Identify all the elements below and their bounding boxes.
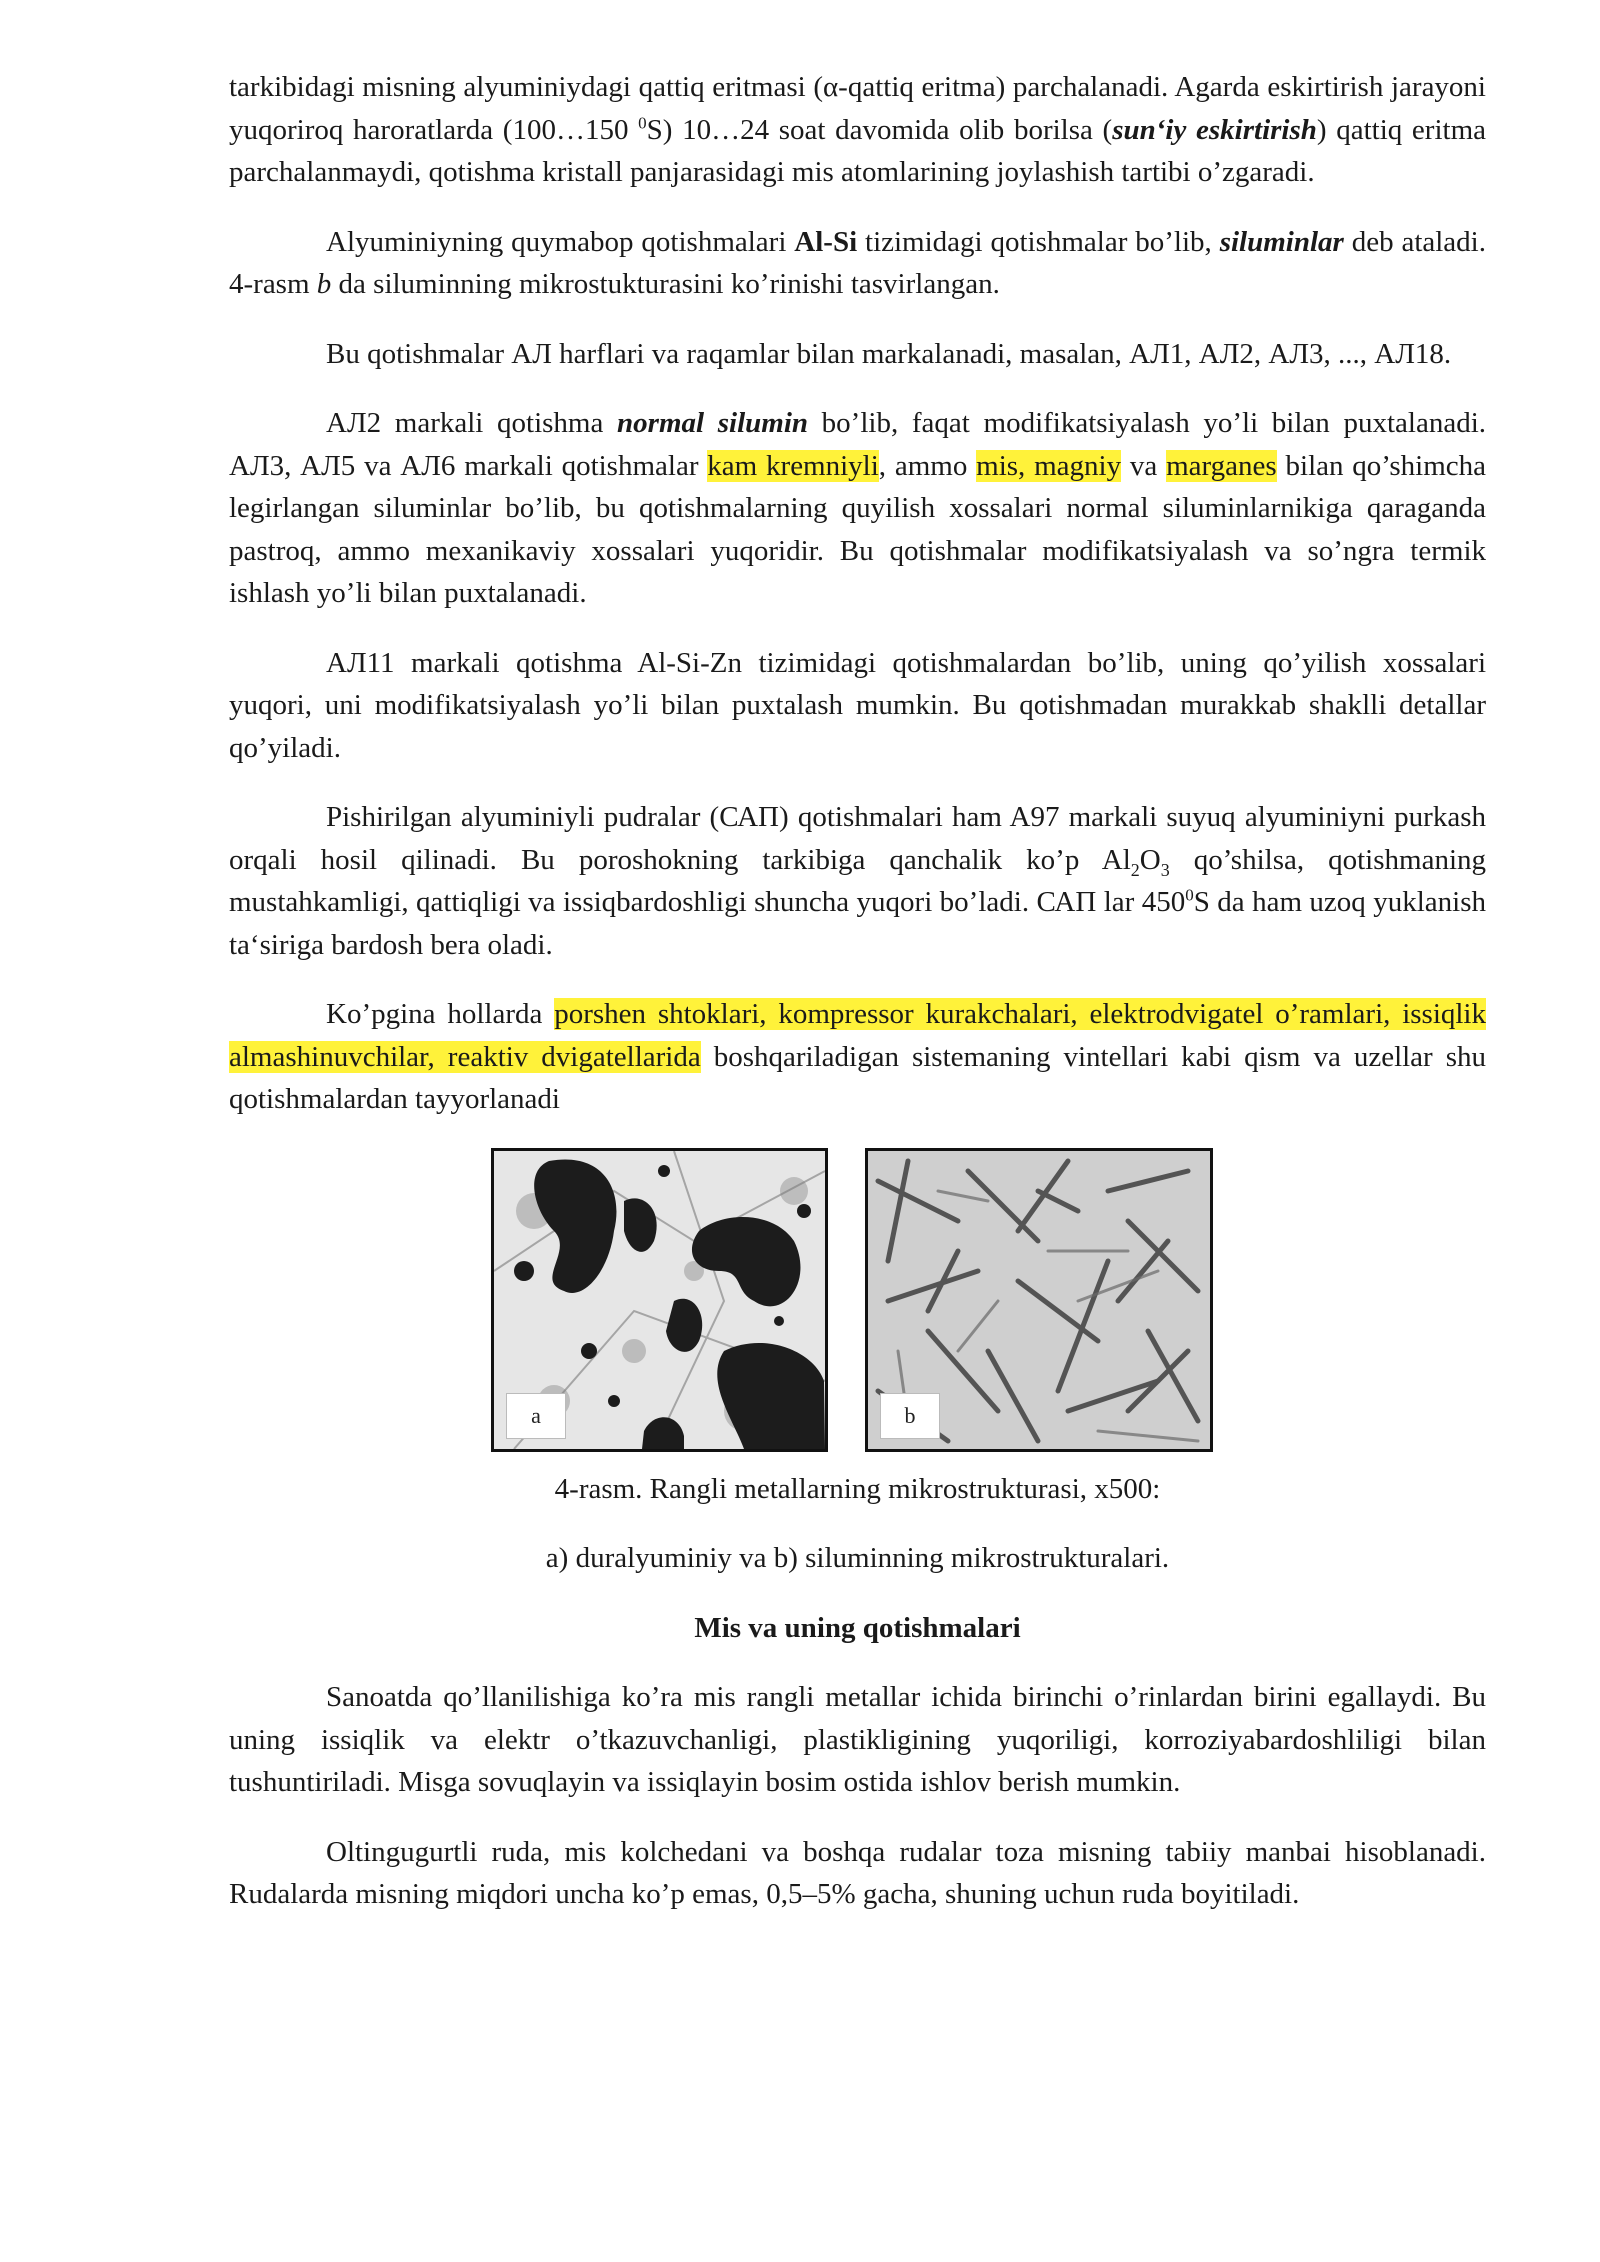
emphasis-term: normal silumin: [617, 407, 809, 439]
highlighted-text: kam kremniyli: [707, 449, 879, 482]
paragraph-7: [229, 993, 1486, 1121]
micrograph-a: [491, 1148, 828, 1452]
subscript: 3: [1160, 859, 1170, 880]
paragraph-4: [229, 402, 1486, 615]
text-run: Alyuminiyning quymabop qotishmalari: [326, 225, 795, 258]
highlighted-text: marganes: [1166, 449, 1277, 482]
text-run: boshqariladigan sistemaning vintellari kabi qism va uzellar shu qotishmalardan tayyorlanadi: [229, 1040, 1486, 1115]
figure-caption-line-2: a) duralyuminiy va b) siluminning mikrostrukturalari.: [545, 1542, 1170, 1574]
paragraph-5: АЛ11 markali qotishma Al-Si-Zn tizimidagi qotishmalardan bo’lib, uning qo’yilish xossalari yuqori, uni modifikatsiyalash yo’li bilan puxtalash mumkin. Bu qotishmadan murakkab shaklli detallar qo’yiladi.: [229, 646, 1486, 764]
text-run: tarkibidagi misning alyuminiydagi qattiq eritmasi (α-qattiq eritma) parchalanadi. Agarda eskirtirish jarayoni yuqoriroq haroratlarda (100…150: [229, 71, 1486, 146]
text-run: deb ataladi. 4-rasm: [229, 225, 1486, 300]
bold-term: Al-Si: [794, 225, 858, 258]
italic-letter: b: [316, 268, 332, 300]
text-run: va: [1121, 449, 1167, 482]
subscript: 2: [1130, 859, 1140, 880]
text-run: ) qattiq eritma parchalanmaydi, qotishma kristall panjarasidagi mis atomlarining joylashish tartibi o’zgaradi.: [229, 113, 1487, 188]
paragraph-9: Oltingugurtli ruda, mis kolchedani va boshqa rudalar toza misning tabiiy manbai hisoblanadi. Rudalarda misning miqdori uncha ko’p emas, 0,5–5% gacha, shuning uchun ruda boyitiladi.: [229, 1835, 1486, 1910]
figure-label-a: a: [506, 1393, 566, 1439]
text-run: Ko’pgina hollarda: [326, 998, 555, 1030]
highlighted-text: porshen shtoklari, kompressor kurakchalari, elektrodvigatel o’ramlari, issiqlik almashinuvchilar, reaktiv dvigatellarida: [229, 998, 1486, 1073]
emphasis-term: sun‘iy eskirtirish: [1112, 113, 1317, 146]
paragraph-2: [229, 221, 1486, 306]
text-run: qo’shilsa, qotishmaning mustahkamligi, qattiqligi va issiqbardoshligi shuncha yuqori bo’ladi. САП lar 450: [229, 843, 1487, 918]
highlighted-text: mis, magniy: [976, 449, 1122, 482]
text-run: tizimidagi qotishmalar bo’lib,: [857, 225, 1220, 258]
paragraph-8: Sanoatda qo’llanilishiga ko’ra mis rangli metallar ichida birinchi o’rinlardan birini egallaydi. Bu uning issiqlik va elektr o’tkazuvchanligi, plastikligining yuqoriligi, korroziyabardoshliligi bilan tushuntiriladi. Misga sovuqlayin va issiqlayin bosim ostida ishlov berish mumkin.: [229, 1681, 1486, 1798]
text-run: O: [1139, 843, 1161, 876]
text-run: S da ham uzoq yuklanish ta‘siriga bardosh bera oladi.: [229, 886, 1486, 961]
superscript: 0: [638, 112, 647, 132]
paragraph-3: Bu qotishmalar АЛ harflari va raqamlar bilan markalanadi, masalan, АЛ1, АЛ2, АЛ3, ..., АЛ18.: [326, 337, 1452, 370]
text-run: Pishirilgan alyuminiyli pudralar (САП) qotishmalari ham A97 markali suyuq alyuminiyni purkash orqali hosil qilinadi. Bu poroshokning tarkibiga qanchalik ko’p Al: [229, 801, 1486, 876]
document-page: [229, 66, 1486, 1943]
text-run: da siluminning mikrostukturasini ko’rinishi tasvirlangan.: [331, 268, 1000, 300]
figure-4: [229, 1148, 1486, 1468]
text-run: , ammo: [878, 449, 977, 482]
text-run: АЛ2 markali qotishma: [326, 407, 618, 439]
figure-label-b: b: [880, 1393, 940, 1439]
superscript: 0: [1185, 885, 1194, 905]
emphasis-term: siluminlar: [1219, 225, 1344, 258]
text-run: S) 10…24 soat davomida olib borilsa (: [646, 113, 1113, 146]
micrograph-b: [865, 1148, 1213, 1452]
text-run: bilan qo’shimcha legirlangan siluminlar bo’lib, bu qotishmalarning quyilish xossalari normal siluminlarnikiga qaraganda pastroq, ammo mexanikaviy xossalari yuqoridir. Bu qotishmalar modifikatsiyalash va so’ngra termik ishlash yo’li bilan puxtalanadi.: [229, 449, 1487, 609]
figure-caption-line-1: 4-rasm. Rangli metallarning mikrostrukturasi, x500:: [554, 1472, 1161, 1505]
paragraph-1: [229, 66, 1486, 194]
paragraph-6: [229, 796, 1486, 966]
section-heading: Mis va uning qotishmalari: [694, 1611, 1021, 1644]
text-run: bo’lib, faqat modifikatsiyalash yo’li bilan puxtalanadi. АЛ3, АЛ5 va АЛ6 markali qotishmalar: [229, 407, 1486, 482]
